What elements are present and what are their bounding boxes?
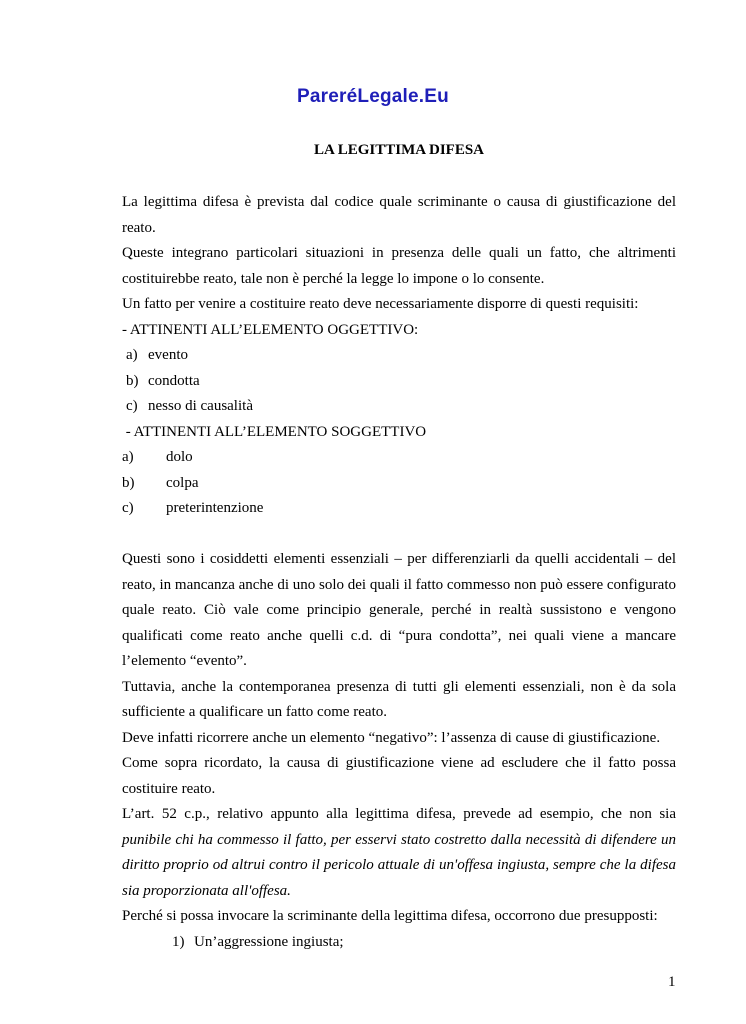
list-item bbox=[122, 445, 676, 471]
paragraph-situations: Queste integrano particolari situazioni in presenza delle quali un fatto, che altrimenti costituirebbe reato, tale non è perché la legge lo impone o lo consente. bbox=[122, 245, 676, 287]
list-marker: 1) bbox=[172, 933, 185, 950]
paragraph-presuppositions: Perché si possa invocare la scriminante della legittima difesa, occorrono due presupposti: bbox=[122, 908, 658, 924]
list-text: Un’aggressione ingiusta; bbox=[194, 933, 344, 950]
paragraph-essential-elements: Questi sono i cosiddetti elementi essenziali – per differenziarli da quelli accidentali – del reato, in mancanza anche di uno solo dei quali il fatto commesso non può essere configurato quale reato. Ciò vale come principio generale, perché in realtà sussistono e vengono qualificati come reato anche quelli c.d. di “pura condotta”, nei quali viene a mancare l’elemento “evento”. bbox=[122, 551, 676, 669]
list-text: nesso di causalità bbox=[148, 398, 253, 414]
paragraph-recalled: Come sopra ricordato, la causa di giustificazione viene ad escludere che il fatto possa costituire reato. bbox=[122, 755, 676, 797]
list-item bbox=[122, 394, 676, 420]
objective-heading: - ATTINENTI ALL’ELEMENTO OGGETTIVO: bbox=[122, 321, 419, 338]
list-marker: a) bbox=[126, 347, 138, 363]
list-item bbox=[122, 930, 676, 956]
subjective-heading: - ATTINENTI ALL’ELEMENTO SOGGETTIVO bbox=[122, 423, 427, 440]
list-marker: c) bbox=[126, 398, 138, 414]
list-text: preterintenzione bbox=[166, 500, 264, 516]
list-item bbox=[122, 471, 676, 497]
list-marker: a) bbox=[122, 449, 134, 465]
list-item bbox=[122, 343, 676, 369]
list-text: evento bbox=[148, 347, 188, 363]
page-number: 1 bbox=[668, 974, 676, 990]
paragraph-intro: La legittima difesa è prevista dal codice quale scriminante o causa di giustificazione del reato. bbox=[122, 194, 676, 236]
paragraph-negative-element: Deve infatti ricorrere anche un elemento “negativo”: l’assenza di cause di giustificazione. bbox=[122, 729, 661, 746]
list-text: colpa bbox=[166, 474, 199, 491]
art-52-quote: punibile chi ha commesso il fatto, per esservi stato costretto dalla necessità di difendere un diritto proprio od altrui contro il pericolo attuale di un'offesa ingiusta, sempre che la difesa sia proporzionata all'offesa. bbox=[122, 831, 676, 899]
paragraph-art-52 bbox=[122, 802, 676, 904]
list-marker: b) bbox=[126, 372, 139, 389]
site-brand: PareréLegale.Eu bbox=[297, 86, 449, 107]
paragraph-however: Tuttavia, anche la contemporanea presenza di tutti gli elementi essenziali, non è da sola sufficiente a qualificare un fatto come reato. bbox=[122, 678, 676, 720]
document-title: LA LEGITTIMA DIFESA bbox=[313, 142, 485, 158]
paragraph-requirements: Un fatto per venire a costituire reato deve necessariamente disporre di questi requisiti: bbox=[122, 296, 639, 312]
list-item bbox=[122, 496, 676, 522]
art-52-text: L’art. 52 c.p., relativo appunto alla legittima difesa, prevede ad esempio, che non sia bbox=[122, 806, 676, 822]
list-text: condotta bbox=[148, 372, 200, 389]
list-text: dolo bbox=[166, 449, 193, 465]
list-marker: c) bbox=[122, 500, 134, 516]
list-item bbox=[122, 369, 676, 395]
list-marker: b) bbox=[122, 474, 135, 491]
paragraph-spacer bbox=[122, 522, 676, 548]
document-body bbox=[122, 190, 676, 955]
